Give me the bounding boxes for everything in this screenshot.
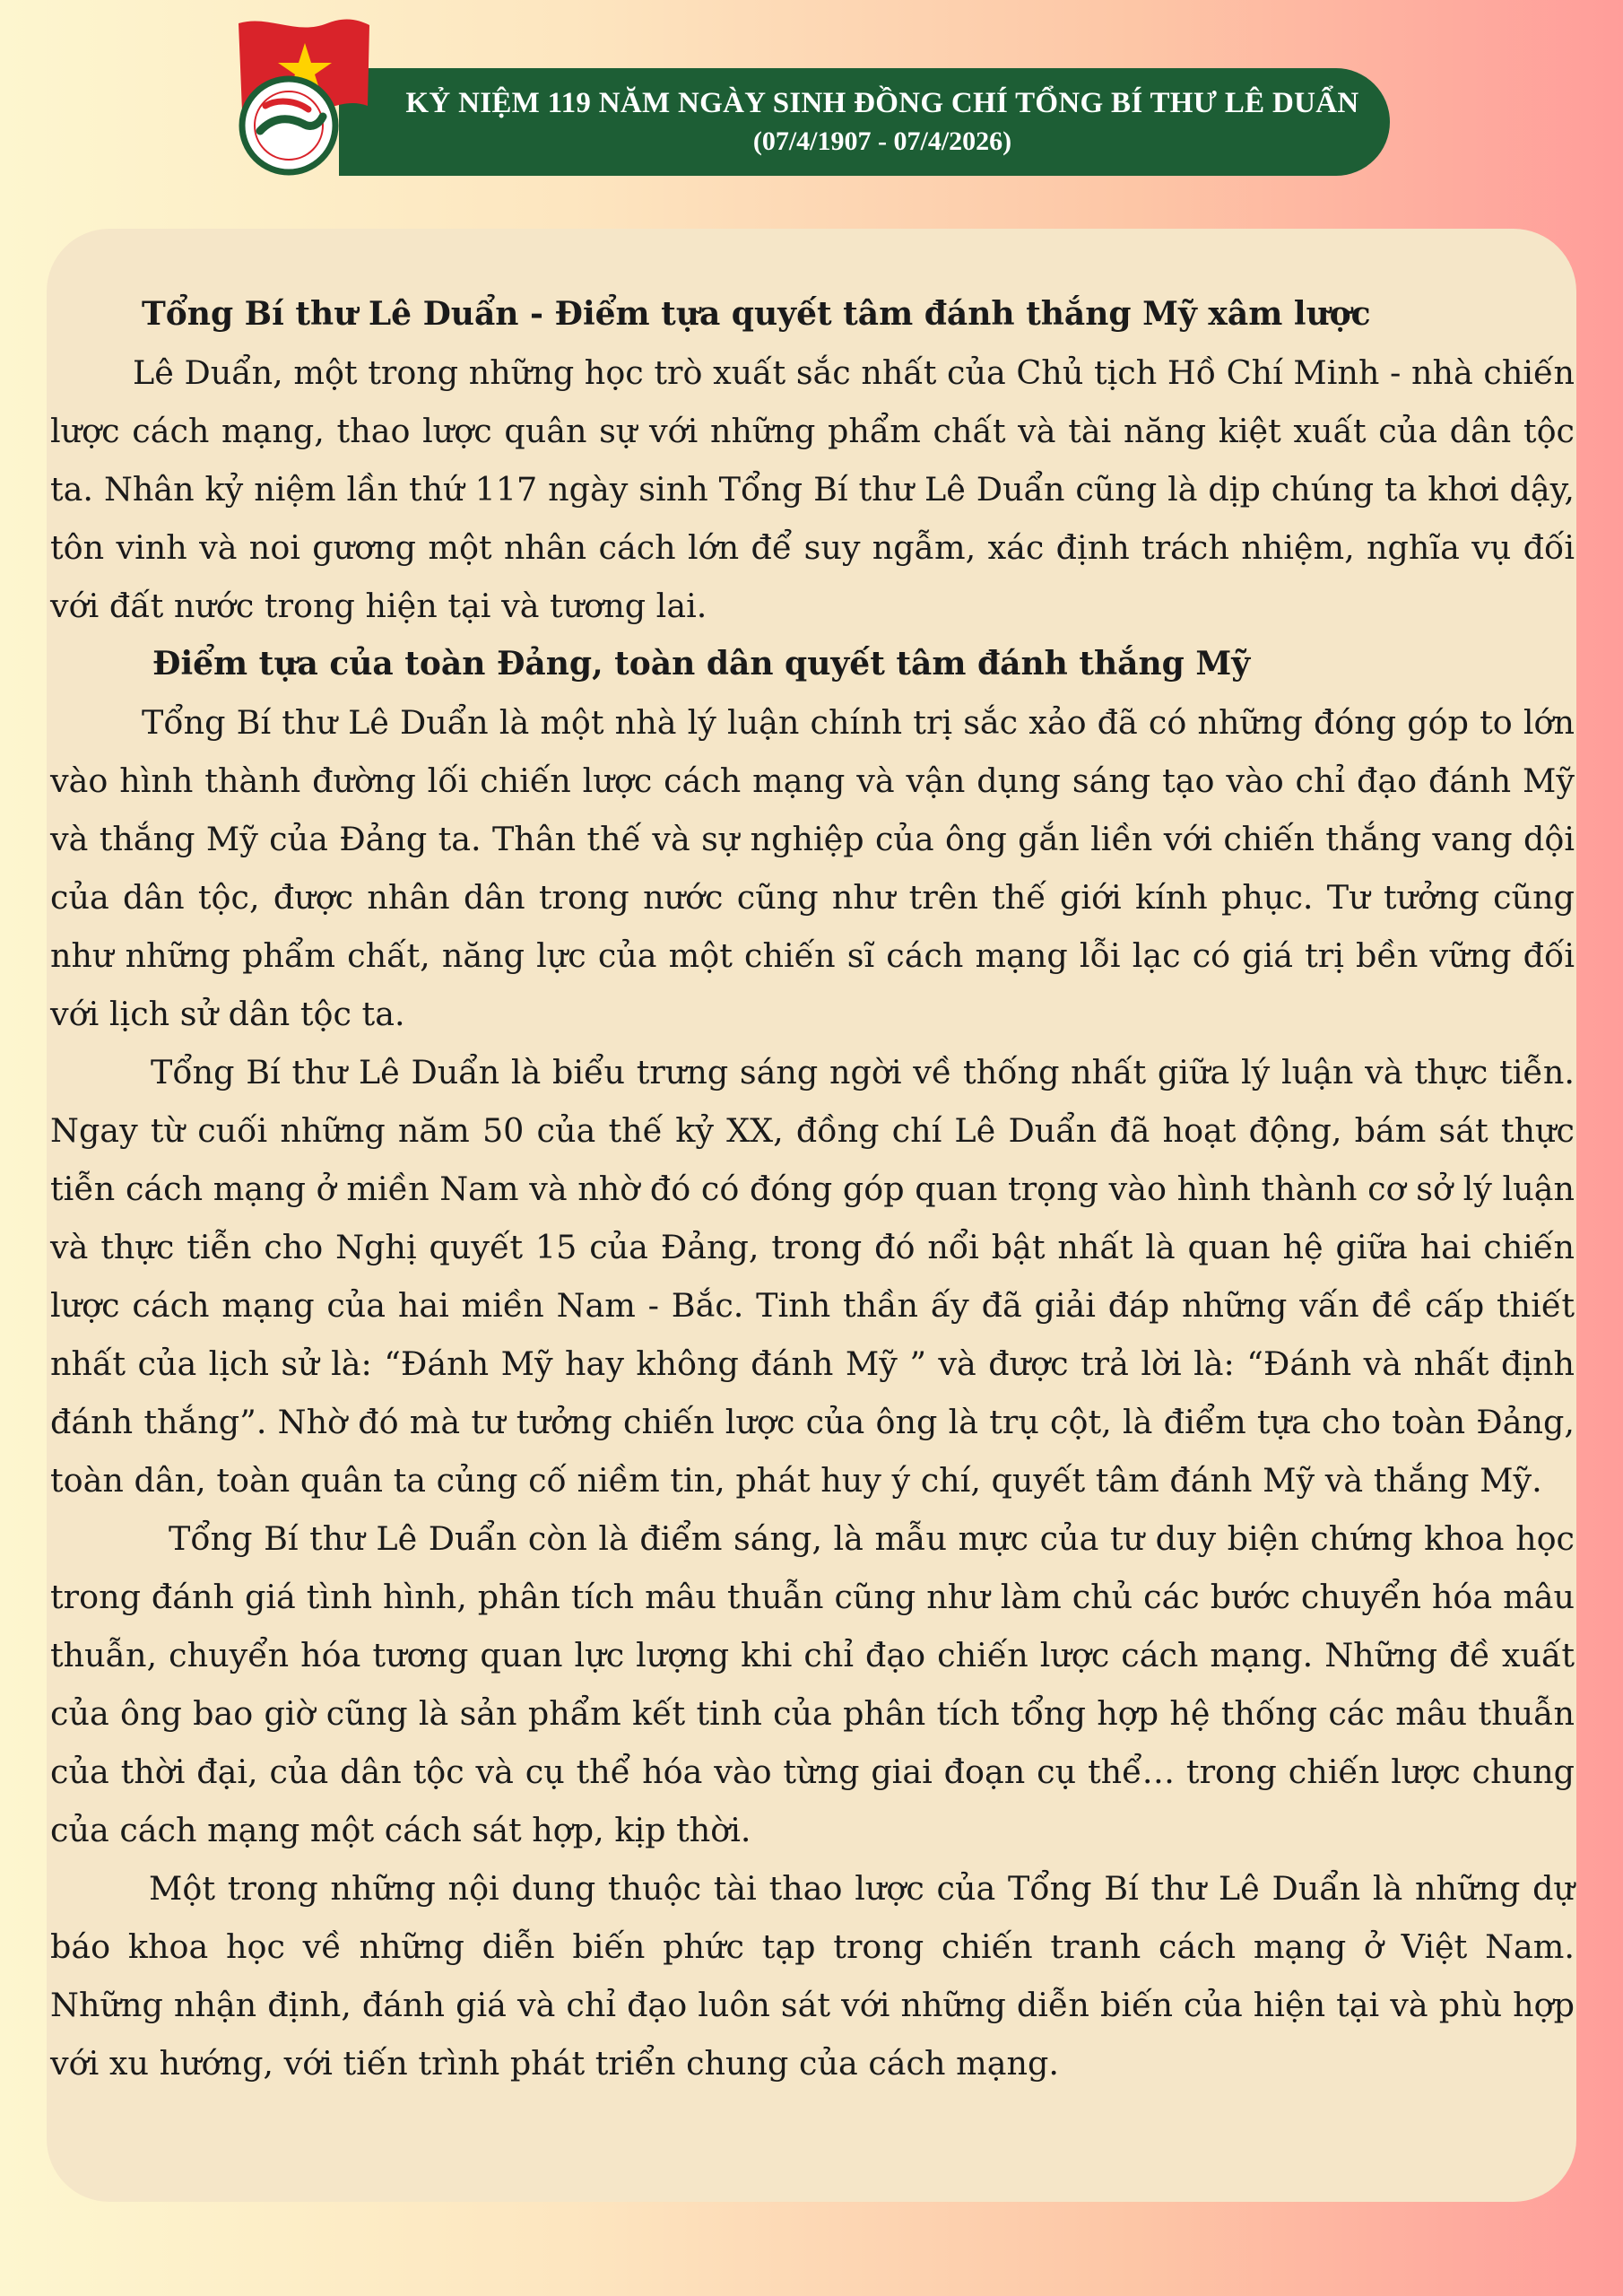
article-subheading: Điểm tựa của toàn Đảng, toàn dân quyết tâm đánh thắng Mỹ [152, 645, 1251, 683]
banner-dates: (07/4/1907 - 07/4/2026) [752, 126, 1012, 156]
banner-title: KỶ NIỆM 119 NĂM NGÀY SINH ĐỒNG CHÍ TỔNG BÍ THƯ LÊ DUẨN [405, 87, 1359, 119]
paragraph: Tổng Bí thư Lê Duẩn là một nhà lý luận chính trị sắc xảo đã có những đóng góp to lớn vào hình thành đường lối chiến lược cách mạng và vận dụng sáng tạo vào chỉ đạo đánh Mỹ và thắng Mỹ của Đảng ta. Thân thế và sự nghiệp của ông gắn liền với chiến thắng vang dội của dân tộc, được nhân dân trong nước cũng như trên thế giới kính phục. Tư tưởng cũng như những phẩm chất, năng lực của một chiến sĩ cách mạng lỗi lạc có giá trị bền vững đối với lịch sử dân tộc ta. [50, 703, 1575, 1033]
article-intro: Lê Duẩn, một trong những học trò xuất sắc nhất của Chủ tịch Hồ Chí Minh - nhà chiến lược cách mạng, thao lược quân sự với những phẩm chất và tài năng kiệt xuất của dân tộc ta. Nhân kỷ niệm lần thứ 117 ngày sinh Tổng Bí thư Lê Duẩn cũng là dịp chúng ta khơi dậy, tôn vinh và noi gương một nhân cách lớn để suy ngẫm, xác định trách nhiệm, nghĩa vụ đối với đất nước trong hiện tại và tương lai. [50, 353, 1575, 625]
paragraph: Tổng Bí thư Lê Duẩn còn là điểm sáng, là mẫu mực của tư duy biện chứng khoa học trong đánh giá tình hình, phân tích mâu thuẫn cũng như làm chủ các bước chuyển hóa mâu thuẫn, chuyển hóa tương quan lực lượng khi chỉ đạo chiến lược cách mạng. Những đề xuất của ông bao giờ cũng là sản phẩm kết tinh của phân tích tổng hợp hệ thống các mâu thuẫn của thời đại, của dân tộc và cụ thể hóa vào từng giai đoạn cụ thể… trong chiến lược chung của cách mạng một cách sát hợp, kịp thời. [50, 1519, 1575, 1849]
header [233, 16, 1399, 178]
header-banner [339, 68, 1390, 176]
article-title: Tổng Bí thư Lê Duẩn - Điểm tựa quyết tâm đánh thắng Mỹ xâm lược [142, 295, 1371, 333]
paragraph: Tổng Bí thư Lê Duẩn là biểu trưng sáng ngời về thống nhất giữa lý luận và thực tiễn. Ngay từ cuối những năm 50 của thế kỷ XX, đồng chí Lê Duẩn đã hoạt động, bám sát thực tiễn cách mạng ở miền Nam và nhờ đó có đóng góp quan trọng vào hình thành cơ sở lý luận và thực tiễn cho Nghị quyết 15 của Đảng, trong đó nổi bật nhất là quan hệ giữa hai chiến lược cách mạng của hai miền Nam - Bắc. Tinh thần ấy đã giải đáp những vấn đề cấp thiết nhất của lịch sử là: “Đánh Mỹ hay không đánh Mỹ ” và được trả lời là: “Đánh và nhất định đánh thắng”. Nhờ đó mà tư tưởng chiến lược của ông là trụ cột, là điểm tựa cho toàn Đảng, toàn dân, toàn quân ta củng cố niềm tin, phát huy ý chí, quyết tâm đánh Mỹ và thắng Mỹ. [50, 1053, 1575, 1500]
article-body [50, 285, 1575, 2092]
youth-union-flag-logo-icon [233, 16, 377, 187]
paragraph: Một trong những nội dung thuộc tài thao lược của Tổng Bí thư Lê Duẩn là những dự báo khoa học về những diễn biến phức tạp trong chiến tranh cách mạng ở Việt Nam. Những nhận định, đánh giá và chỉ đạo luôn sát với những diễn biến của hiện tại và phù hợp với xu hướng, với tiến trình phát triển chung của cách mạng. [50, 1869, 1575, 2083]
